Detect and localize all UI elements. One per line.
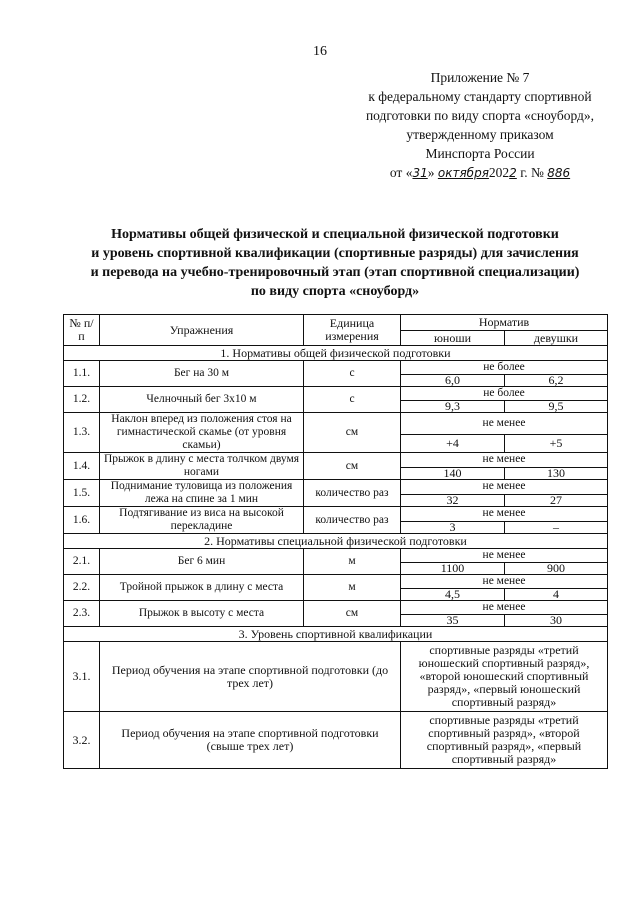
value-boys: 32 [401,494,505,506]
row-unit: количество раз [304,507,401,534]
title-line: и перевода на учебно-тренировочный этап (этап спортивной специализации) [90,265,580,280]
col-header-exercise: Упражнения [100,315,304,346]
row-num: 1.6. [64,507,100,534]
value-boys: 4,5 [401,589,505,601]
col-header-boys: юноши [401,331,505,346]
table-row [64,480,608,495]
section-row [64,534,608,549]
row-exercise: Прыжок в высоту с места [100,601,304,627]
document-title [60,225,610,301]
row-num: 1.4. [64,453,100,480]
row-unit: см [304,601,401,627]
header-row [64,315,608,331]
table-row [64,453,608,468]
row-unit: количество раз [304,480,401,507]
order-number: 886 [547,166,571,180]
value-boys: 1100 [401,563,505,575]
row-exercise: Тройной прыжок в длину с места [100,575,304,601]
qualification-row [64,712,608,769]
appendix-line: Приложение № 7 [430,70,530,85]
value-boys: +4 [401,434,505,452]
row-exercise: Наклон вперед из положения стоя на гимнастической скамье (от уровня скамьи) [100,413,304,453]
row-unit: см [304,453,401,480]
row-qualifier: не менее [401,601,608,615]
section-title: 1. Нормативы общей физической подготовки [64,346,608,361]
qualification-value: спортивные разряды «третий юношеский спортивный разряд», «второй юношеский спортивный разряд», «первый юношеский спортивный разряд» [401,642,608,712]
row-qualifier: не более [401,387,608,401]
row-exercise: Период обучения на этапе спортивной подготовки (до трех лет) [100,642,401,712]
row-num: 3.1. [64,642,100,712]
table-row [64,413,608,435]
value-girls: 900 [505,563,608,575]
row-num: 1.2. [64,387,100,413]
value-girls: 30 [505,615,608,627]
qualification-row [64,642,608,712]
order-date-line [330,163,630,183]
title-line: по виду спорта «сноуборд» [250,284,420,299]
qualification-value: спортивные разряды «третий спортивный разряд», «второй спортивный разряд», «первый спортивный разряд» [401,712,608,769]
table-row [64,387,608,401]
appendix-line: утвержденному приказом [406,127,554,142]
date-year-suffix: г. № [520,165,544,180]
row-num: 1.5. [64,480,100,507]
row-qualifier: не менее [401,413,608,435]
appendix-line: Минспорта России [425,146,535,161]
table-row [64,549,608,563]
row-exercise: Период обучения на этапе спортивной подготовки (свыше трех лет) [100,712,401,769]
section-title: 2. Нормативы специальной физической подготовки [64,534,608,549]
row-exercise: Поднимание туловища из положения лежа на спине за 1 мин [100,480,304,507]
appendix-line: подготовки по виду спорта «сноуборд», [365,108,595,123]
table-row [64,361,608,375]
table-row [64,601,608,615]
row-num: 1.3. [64,413,100,453]
date-prefix: от « [389,165,413,180]
col-header-unit: Единица измерения [304,315,401,346]
page-number: 16 [313,44,327,59]
value-boys: 35 [401,615,505,627]
row-num: 1.1. [64,361,100,387]
title-line: Нормативы общей физической и специальной физической подготовки [111,227,559,242]
date-month: октября [437,166,489,180]
section-row [64,346,608,361]
appendix-header [330,68,630,183]
value-girls: 6,2 [505,375,608,387]
date-year-digit: 2 [509,166,517,180]
value-girls: 4 [505,589,608,601]
section-title: 3. Уровень спортивной квалификации [64,627,608,642]
row-exercise: Прыжок в длину с места толчком двумя ногами [100,453,304,480]
value-girls: 27 [505,494,608,506]
section-row [64,627,608,642]
col-header-girls: девушки [505,331,608,346]
row-exercise: Бег 6 мин [100,549,304,575]
row-num: 2.2. [64,575,100,601]
value-boys: 6,0 [401,375,505,387]
row-exercise: Бег на 30 м [100,361,304,387]
value-girls: +5 [505,434,608,452]
col-header-num: № п/п [64,315,100,346]
date-day: 31 [412,166,428,180]
value-boys: 140 [401,467,505,479]
norms-table [63,314,608,769]
row-qualifier: не менее [401,453,608,468]
col-header-norm: Норматив [401,315,608,331]
value-girls: – [505,521,608,533]
row-num: 3.2. [64,712,100,769]
row-qualifier: не менее [401,575,608,589]
row-unit: м [304,549,401,575]
row-exercise: Подтягивание из виса на высокой перекладине [100,507,304,534]
row-unit: м [304,575,401,601]
row-num: 2.1. [64,549,100,575]
date-sep: » [427,165,435,180]
row-num: 2.3. [64,601,100,627]
value-boys: 9,3 [401,401,505,413]
row-qualifier: не менее [401,480,608,495]
appendix-line: к федеральному стандарту спортивной [368,89,592,104]
table-row [64,575,608,589]
value-girls: 9,5 [505,401,608,413]
row-exercise: Челночный бег 3х10 м [100,387,304,413]
row-qualifier: не менее [401,507,608,522]
row-qualifier: не менее [401,549,608,563]
row-unit: с [304,361,401,387]
title-line: и уровень спортивной квалификации (спортивные разряды) для зачисления [91,246,579,261]
row-unit: с [304,387,401,413]
row-qualifier: не более [401,361,608,375]
row-unit: см [304,413,401,453]
date-year-prefix: 202 [488,165,510,180]
table-row [64,507,608,522]
value-girls: 130 [505,467,608,479]
value-boys: 3 [401,521,505,533]
